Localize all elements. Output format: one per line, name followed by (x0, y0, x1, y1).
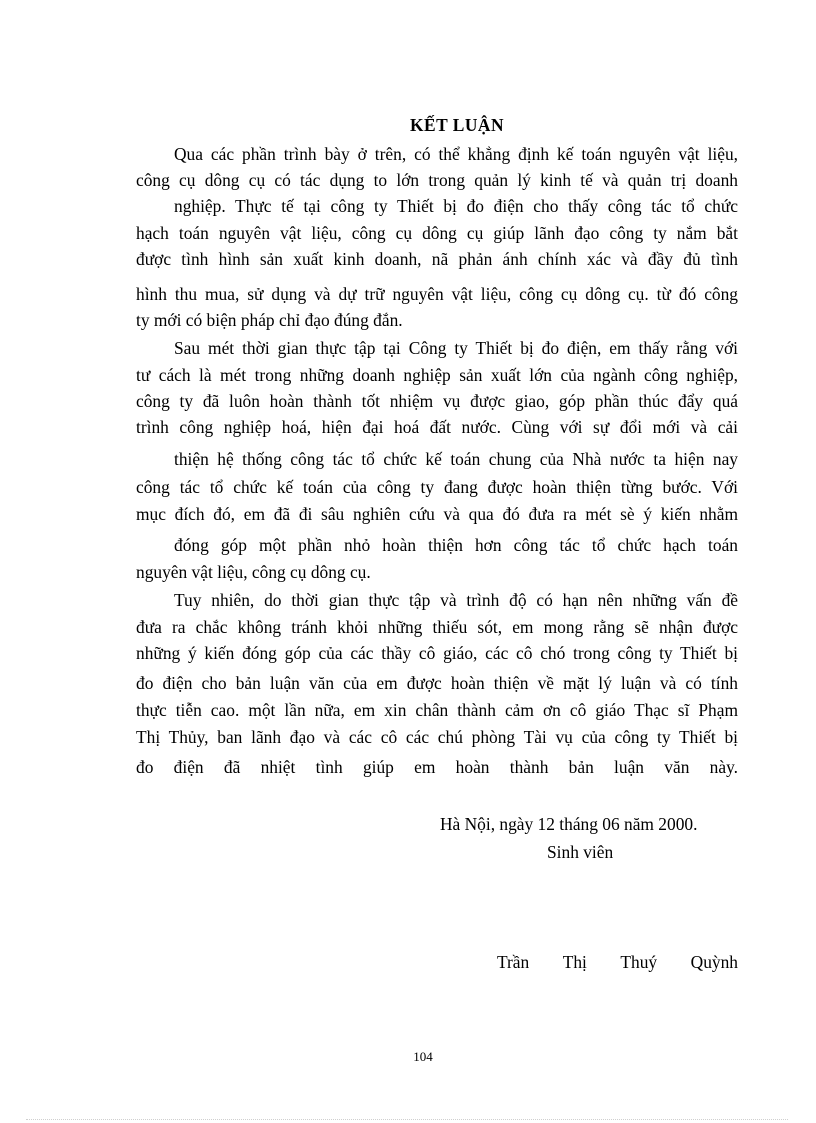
text-line: Thị Thủy, ban lãnh đạo và các cô các chú phòng Tài vụ của công ty Thiết bị (136, 727, 738, 747)
signature-name (497, 950, 738, 974)
text-line: Tuy nhiên, do thời gian thực tập và trình độ có hạn nên những vấn đề (174, 590, 738, 610)
text-line: thực tiễn cao. một lần nữa, em xin chân thành cảm ơn cô giáo Thạc sĩ Phạm (136, 700, 738, 720)
text-line: được tình hình sản xuất kinh doanh, nã phản ánh chính xác và đầy đủ tình (136, 249, 738, 269)
bottom-divider (26, 1119, 788, 1120)
signature-word: Quỳnh (690, 952, 738, 972)
text-line: đưa ra chắc không tránh khỏi những thiếu sót, em mong rằng sẽ nhận được (136, 617, 738, 637)
text-line: trình công nghiệp hoá, hiện đại hoá đất nước. Cùng với sự đổi mới và cải (136, 417, 738, 437)
signature-word: Thị (562, 952, 587, 972)
text-line: ty mới có biện pháp chỉ đạo đúng đắn. (136, 310, 403, 330)
text-line: Qua các phần trình bày ở trên, có thể khẳng định kế toán nguyên vật liệu, (174, 144, 738, 164)
text-line: nguyên vật liệu, công cụ dông cụ. (136, 562, 371, 582)
text-line: nghiệp. Thực tế tại công ty Thiết bị đo điện cho thấy công tác tổ chức (174, 196, 738, 216)
text-line: công ty đã luôn hoàn thành tốt nhiệm vụ được giao, góp phần thúc đẩy quá (136, 391, 738, 411)
text-line: Sau mét thời gian thực tập tại Công ty Thiết bị đo điện, em thấy rằng với (174, 338, 738, 358)
text-line: công cụ dông cụ có tác dụng to lớn trong quản lý kinh tế và quản trị doanh (136, 170, 738, 190)
text-line: hình thu mua, sử dụng và dự trữ nguyên vật liệu, công cụ dông cụ. từ đó công (136, 284, 738, 304)
page-title: KẾT LUẬN (409, 115, 505, 135)
text-line: mục đích đó, em đã đi sâu nghiên cứu và qua đó đưa ra mét sè ý kiến nhằm (136, 504, 738, 524)
text-line: thiện hệ thống công tác tổ chức kế toán chung của Nhà nước ta hiện nay (174, 449, 738, 469)
text-line: công tác tổ chức kế toán của công ty đang được hoàn thiện từng bước. Với (136, 477, 738, 497)
text-line: đo điện cho bản luận văn của em được hoàn thiện về mặt lý luận và có tính (136, 673, 738, 693)
text-line: đo điện đã nhiệt tình giúp em hoàn thành bản luận văn này. (136, 757, 738, 777)
page-number: 104 (413, 1049, 433, 1064)
signature-word: Trần (497, 952, 530, 972)
text-line: đóng góp một phần nhỏ hoàn thiện hơn công tác tổ chức hạch toán (174, 535, 738, 555)
text-line: tư cách là mét trong những doanh nghiệp sản xuất lớn của ngành công nghiệp, (136, 365, 738, 385)
place-date: Hà Nội, ngày 12 tháng 06 năm 2000. (440, 814, 698, 834)
signer-role: Sinh viên (547, 842, 614, 862)
signature-word: Thuý (620, 952, 658, 972)
text-line: những ý kiến đóng góp của các thầy cô giáo, các cô chó trong công ty Thiết bị (136, 643, 738, 663)
text-line: hạch toán nguyên vật liệu, công cụ dông cụ giúp lãnh đạo công ty nắm bắt (136, 223, 738, 243)
